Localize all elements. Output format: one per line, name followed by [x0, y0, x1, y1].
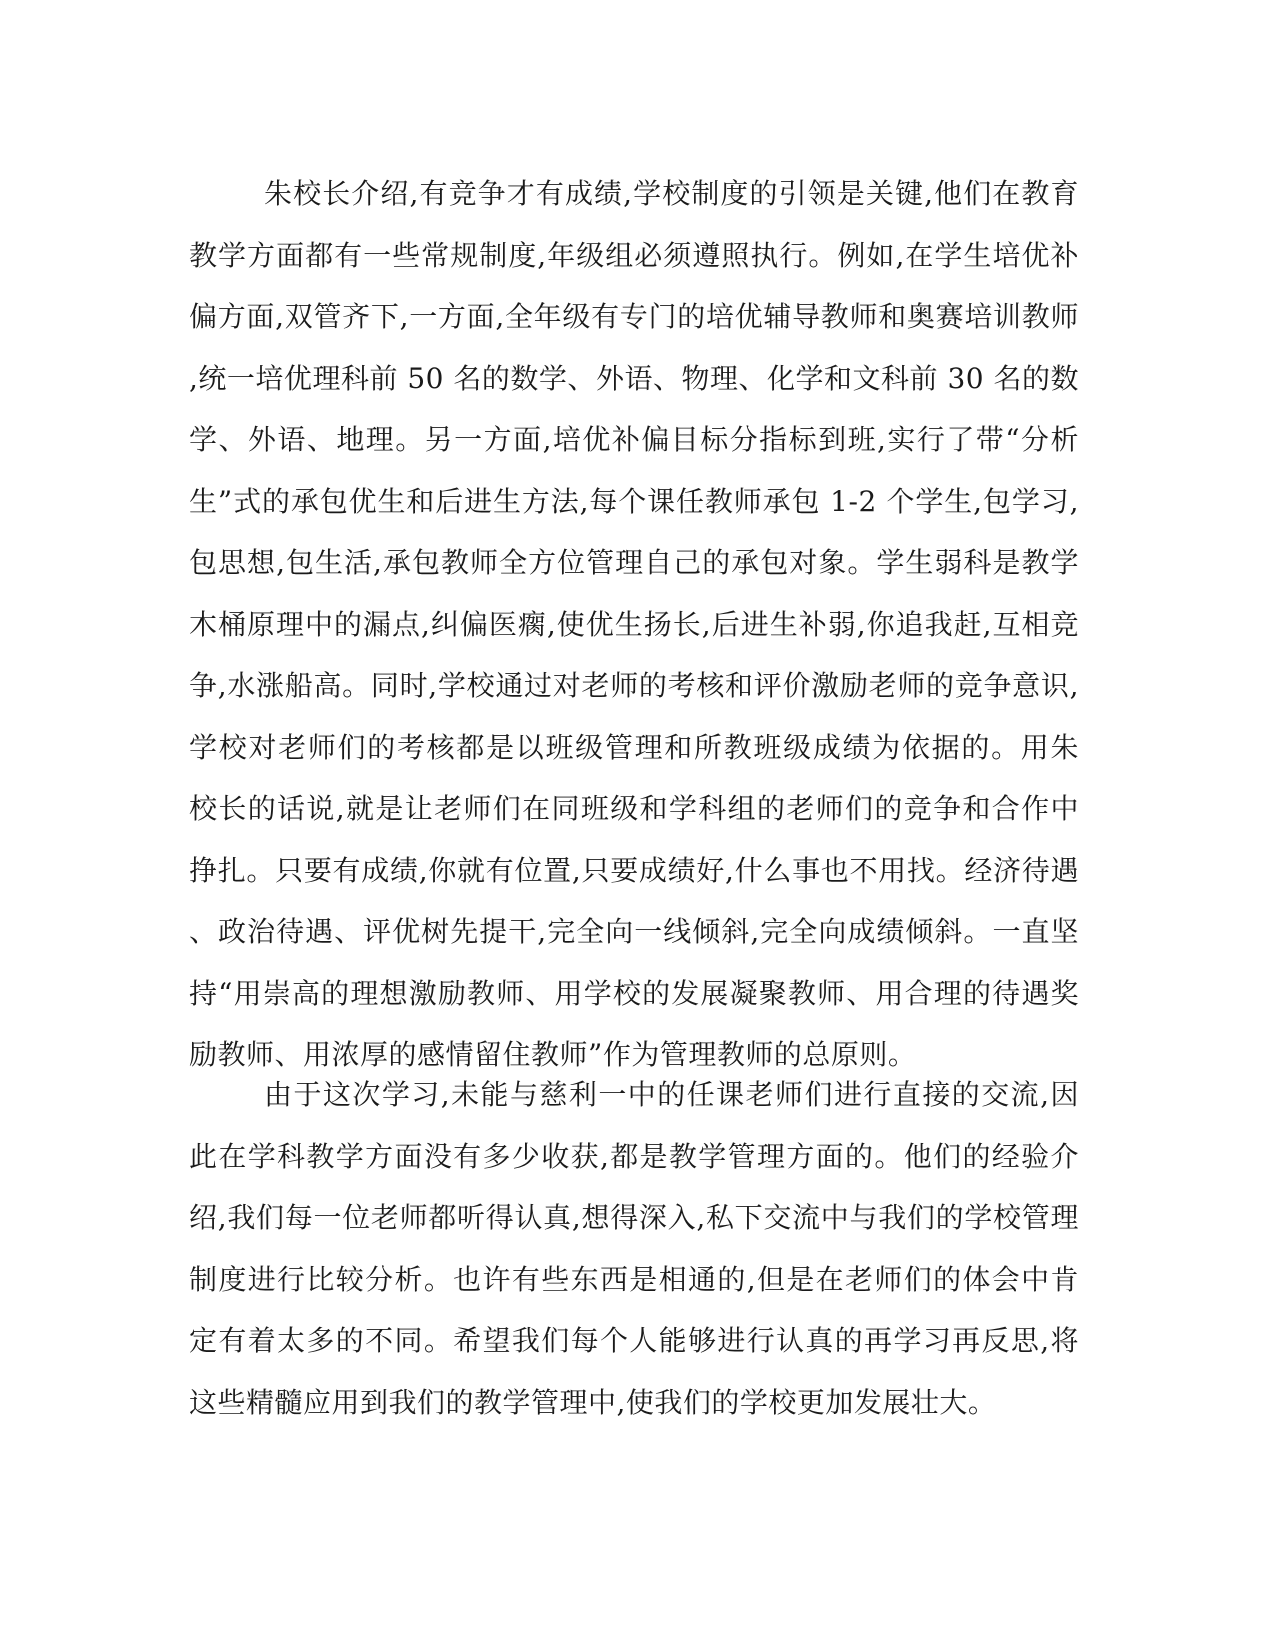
paragraph-line: 校长的话说,就是让老师们在同班级和学科组的老师们的竞争和合作中 [189, 792, 1079, 825]
paragraph-line: 包思想,包生活,承包教师全方位管理自己的承包对象。学生弱科是教学 [189, 546, 1079, 579]
paragraph-1 [189, 163, 1079, 1086]
paragraph-line: 励教师、用浓厚的感情留住教师”作为管理教师的总原则。 [189, 1038, 917, 1071]
paragraph-line: 定有着太多的不同。希望我们每个人能够进行认真的再学习再反思,将 [189, 1324, 1079, 1357]
paragraph-line: 此在学科教学方面没有多少收获,都是教学管理方面的。他们的经验介 [189, 1139, 1079, 1173]
paragraph-line: 木桶原理中的漏点,纠偏医瘸,使优生扬长,后进生补弱,你追我赶,互相竞 [189, 607, 1079, 641]
paragraph-line: 偏方面,双管齐下,一方面,全年级有专门的培优辅导教师和奥赛培训教师 [189, 300, 1079, 333]
paragraph-line: 制度进行比较分析。也许有些东西是相通的,但是在老师们的体会中肯 [189, 1262, 1079, 1296]
paragraph-line: 绍,我们每一位老师都听得认真,想得深入,私下交流中与我们的学校管理 [189, 1201, 1079, 1234]
paragraph-line: 生”式的承包优生和后进生方法,每个课任教师承包 1-2 个学生,包学习, [189, 484, 1079, 518]
paragraph-line: 、政治待遇、评优树先提干,完全向一线倾斜,完全向成绩倾斜。一直坚 [189, 915, 1079, 948]
paragraph-line: ,统一培优理科前 50 名的数学、外语、物理、化学和文科前 30 名的数 [189, 361, 1079, 395]
paragraph-line: 这些精髓应用到我们的教学管理中,使我们的学校更加发展壮大。 [189, 1385, 997, 1419]
paragraph-line: 学、外语、地理。另一方面,培优补偏目标分指标到班,实行了带“分析 [189, 423, 1079, 456]
paragraph-line: 朱校长介绍,有竞争才有成绩,学校制度的引领是关键,他们在教育 [264, 177, 1079, 210]
paragraph-line: 持“用崇高的理想激励教师、用学校的发展凝聚教师、用合理的待遇奖 [189, 976, 1079, 1010]
paragraph-line: 由于这次学习,未能与慈利一中的任课老师们进行直接的交流,因 [264, 1078, 1079, 1111]
paragraph-line: 争,水涨船高。同时,学校通过对老师的考核和评价激励老师的竞争意识, [189, 669, 1079, 702]
paragraph-2 [189, 1064, 1079, 1433]
paragraph-line: 学校对老师们的考核都是以班级管理和所教班级成绩为依据的。用朱 [189, 730, 1079, 764]
paragraph-line: 挣扎。只要有成绩,你就有位置,只要成绩好,什么事也不用找。经济待遇 [189, 853, 1079, 887]
paragraph-line: 教学方面都有一些常规制度,年级组必须遵照执行。例如,在学生培优补 [189, 238, 1079, 272]
